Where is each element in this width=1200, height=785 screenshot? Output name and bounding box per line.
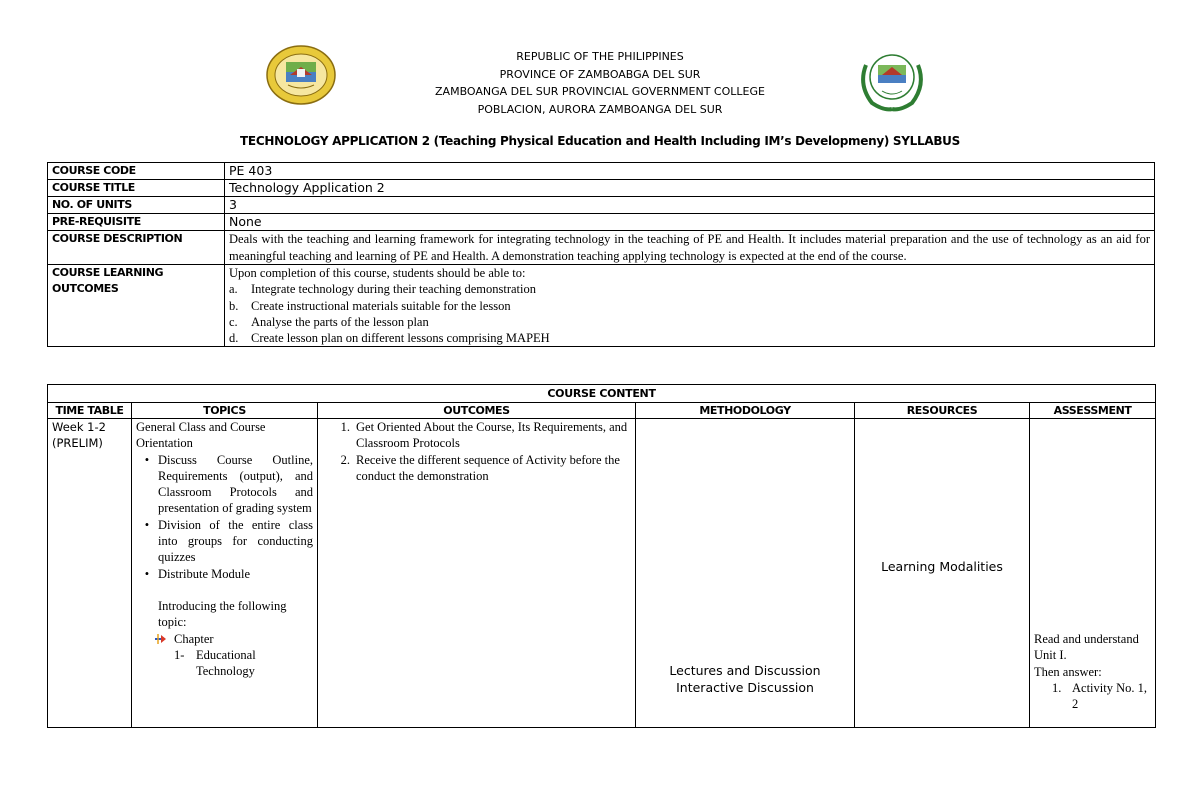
course-info-table <box>47 162 1155 347</box>
outcome-item: b. Create instructional materials suitable for the lesson <box>229 298 511 313</box>
assessment-line2: Then answer: <box>1034 664 1102 679</box>
outcome-list-item: 1. Get Oriented About the Course, Its Requirements, and Classroom Protocols <box>340 420 628 451</box>
header-line-college: ZAMBOANGA DEL SUR PROVINCIAL GOVERNMENT COLLEGE <box>435 85 765 98</box>
course-content-caption-row <box>48 385 1156 403</box>
description-row <box>48 231 1155 265</box>
outcome-item: d. Create lesson plan on different lessons comprising MAPEH <box>229 331 550 346</box>
assessment-cell <box>1030 419 1156 728</box>
methodology-line1: Lectures and Discussion <box>669 663 821 678</box>
bullet-icon: • <box>144 517 150 532</box>
description-value: Deals with the teaching and learning framework for integrating technology in the teaching of PE and Health. It includes material preparation and the use of technology as an aid for meaningful teaching and learning of PE and Health. A demonstration teaching applying technology is expected at the end of the course. <box>225 231 1155 265</box>
course-title-row <box>48 180 1155 197</box>
period-label: (PRELIM) <box>52 436 103 451</box>
timetable-cell <box>48 419 132 728</box>
course-title-value: Technology Application 2 <box>225 180 1155 197</box>
units-row <box>48 197 1155 214</box>
outcomes-label <box>48 265 225 347</box>
methodology-text <box>636 419 854 696</box>
topic-intro: General Class and Course Orientation <box>136 420 266 451</box>
syllabus-title: TECHNOLOGY APPLICATION 2 (Teaching Physical Education and Health Including IM’s Developmeny) SYLLABUS <box>240 134 960 148</box>
topic-bullet: • Discuss Course Outline, Requirements (output), and Classroom Protocols and presentation of grading system <box>136 452 313 517</box>
methodology-line2: Interactive Discussion <box>676 680 814 695</box>
course-content-table <box>47 384 1156 728</box>
header-line-address: POBLACION, AURORA ZAMBOANGA DEL SUR <box>477 102 723 116</box>
outcome-item: a. Integrate technology during their teaching demonstration <box>229 282 536 297</box>
outcome-list-item: 2. Receive the different sequence of Activity before the conduct the demonstration <box>340 452 620 483</box>
course-code-row <box>48 163 1155 180</box>
prereq-value: None <box>225 214 1155 231</box>
header-line-province: PROVINCE OF ZAMBOABGA DEL SUR <box>499 67 701 81</box>
outcomes-cell <box>318 419 636 728</box>
institution-header <box>0 48 1200 118</box>
bullet-icon: • <box>144 452 150 467</box>
topic-bullet: • Distribute Module <box>136 566 313 582</box>
header-line-republic: REPUBLIC OF THE PHILIPPINES <box>516 50 684 63</box>
bullet-icon: • <box>144 566 150 581</box>
course-code-value: PE 403 <box>225 163 1155 180</box>
units-label: NO. OF UNITS <box>48 197 225 214</box>
assessment-text <box>1034 419 1151 712</box>
header-topics: TOPICS <box>132 403 318 419</box>
prereq-label: PRE-REQUISITE <box>48 214 225 231</box>
outcomes-label-line1: COURSE LEARNING <box>52 266 164 279</box>
units-value: 3 <box>225 197 1155 214</box>
header-assessment: ASSESSMENT <box>1030 403 1156 419</box>
course-code-label: COURSE CODE <box>48 163 225 180</box>
content-header-row <box>48 403 1156 419</box>
content-row-week-1-2 <box>48 419 1156 728</box>
description-label: COURSE DESCRIPTION <box>48 231 225 265</box>
topics-cell <box>132 419 318 728</box>
resources-cell <box>855 419 1030 728</box>
outcomes-intro: Upon completion of this course, students should be able to: <box>229 266 526 280</box>
topic-bullet: • Division of the entire class into groups for conducting quizzes <box>136 517 313 566</box>
course-title-label: COURSE TITLE <box>48 180 225 197</box>
header-time-table: TIME TABLE <box>48 403 132 419</box>
chapter-line: Chapter <box>136 631 313 647</box>
outcomes-value <box>225 265 1155 347</box>
header-outcomes: OUTCOMES <box>318 403 636 419</box>
methodology-cell <box>636 419 855 728</box>
introducing-text: Introducing the following topic: <box>158 598 287 630</box>
course-content-caption: COURSE CONTENT <box>48 385 1156 403</box>
assessment-item: 1. Activity No. 1, 2 <box>1052 680 1147 712</box>
outcome-item: c. Analyse the parts of the lesson plan <box>229 314 429 329</box>
resources-text: Learning Modalities <box>881 559 1003 574</box>
assessment-line1: Read and understand Unit I. <box>1034 632 1139 663</box>
header-resources: RESOURCES <box>855 403 1030 419</box>
week-label: Week 1-2 <box>52 420 106 434</box>
outcomes-label-line2: OUTCOMES <box>52 282 119 295</box>
arrow-bullet-icon <box>154 633 168 645</box>
outcomes-row <box>48 265 1155 347</box>
chapter-item: 1- Educational Technology <box>174 647 256 679</box>
prereq-row <box>48 214 1155 231</box>
header-methodology: METHODOLOGY <box>636 403 855 419</box>
